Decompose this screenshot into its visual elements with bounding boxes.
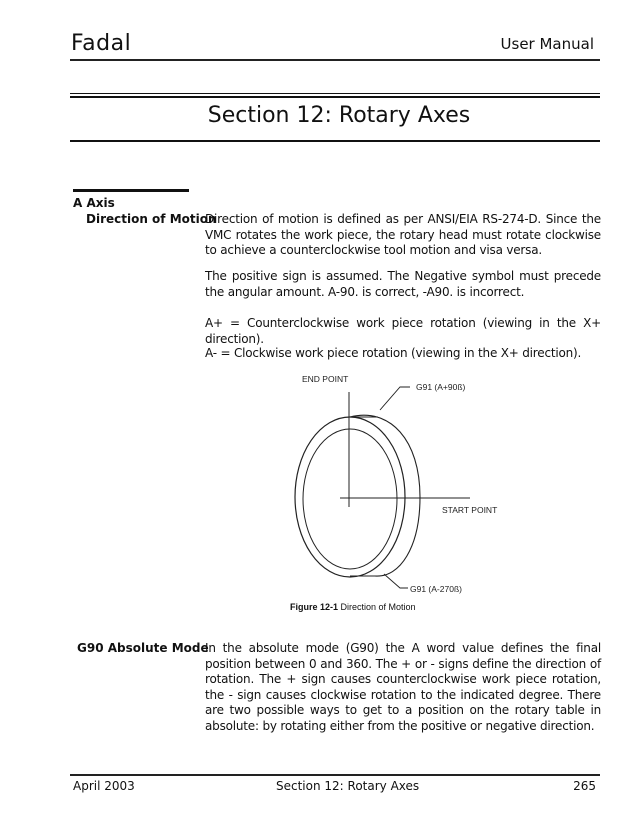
footer-date: April 2003 [73,779,135,793]
g91-negative-label: G91 (A-270ß) [410,584,462,594]
end-point-label: END POINT [302,374,349,384]
title-rule-bottom [70,140,600,142]
title-rule-top-thick [70,96,600,98]
paragraph-a-plus: A+ = Counterclockwise work piece rotation (viewing in the X+ direction). [205,316,601,346]
start-point-label: START POINT [442,505,498,515]
footer-section: Section 12: Rotary Axes [276,779,420,793]
header-rule [70,59,600,61]
page-number: 265 [573,779,596,793]
rotary-table-inner-face [303,429,397,569]
section-title: Section 12: Rotary Axes [207,103,471,128]
paragraph-a-minus: A- = Clockwise work piece rotation (viewing in the X+ direction). [205,346,582,360]
paragraph-direction: Direction of motion is defined as per ANSI/EIA RS-274-D. Since the VMC rotates the work piece, the rotary head must rotate clockwise to achieve a counterclockwise tool motion and visa versa. [205,212,601,257]
title-rule-top-thin [70,93,600,94]
rotary-table-front-face [295,417,405,577]
brand-name: Fadal [71,31,132,56]
g91-positive-label: G91 (A+90ß) [416,382,466,392]
manual-title: User Manual [500,35,594,53]
figure-caption [290,602,416,612]
figure-number: Figure 12-1 [290,602,339,612]
axis-heading-bar [73,189,189,192]
rotary-direction-diagram [270,362,520,602]
paragraph-g90: In the absolute mode (G90) the A word value defines the final position between 0 and 360. The + or - signs define the direction of rotation. The + sign causes counterclockwise work piece rotation, the - sign causes clockwise rotation to the indicated degree. There are two possible ways to get to a position on the rotary table in absolute: by rotating either from the positive or negative direction. [205,641,601,733]
g90-heading: G90 Absolute Mode [77,641,209,655]
rotary-table-back-rim [350,415,420,576]
footer-rule [70,774,600,776]
a-axis-title: A Axis [73,196,115,210]
paragraph-positive-sign: The positive sign is assumed. The Negative symbol must precede the angular amount. A-90. is correct, -A90. is incorrect. [205,269,601,299]
figure-caption-text: Direction of Motion [340,602,416,612]
direction-of-motion-heading: Direction of Motion [86,212,217,226]
